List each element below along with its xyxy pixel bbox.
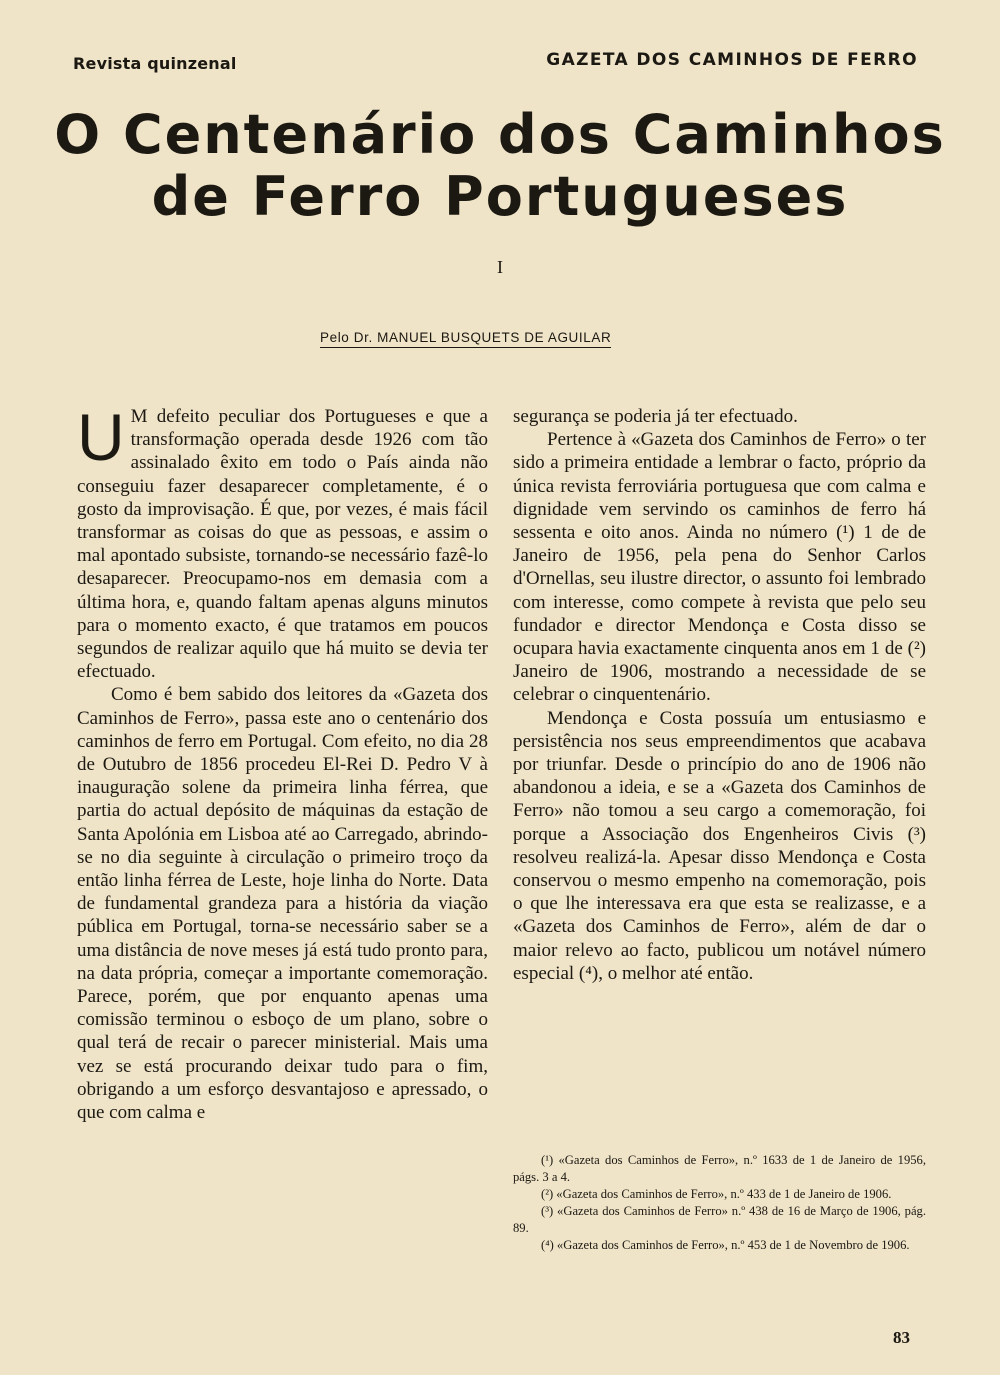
page-number: 83 — [893, 1328, 910, 1347]
footnotes — [513, 1152, 926, 1254]
footnote: (²) «Gazeta dos Caminhos de Ferro», n.º 433 de 1 de Janeiro de 1906. — [541, 1187, 892, 1201]
paragraph: segurança se poderia já ter efectuado. — [513, 406, 798, 427]
publication-title: GAZETA DOS CAMINHOS DE FERRO — [546, 50, 918, 70]
paragraph: Pertence à «Gazeta dos Caminhos de Ferro» o ter sido a primeira entidade a lembrar o facto, próprio da única revista ferroviária portuguesa que com calma e dignidade vem servindo os caminhos de ferro há sessenta e oito anos. Ainda no número (¹) 1 de de Janeiro de 1956, pela pena do Senhor Carlos d'Ornellas, seu ilustre director, o assunto foi lembrado com interesse, como compete à revista que pelo seu fundador e director Mendonça e Costa disso se ocupara havia exactamente cinquenta anos em 1 de (²) Janeiro de 1906, mostrando a necessidade de se celebrar o cinquentenário. — [513, 429, 926, 706]
drop-cap: U — [77, 400, 125, 474]
article-part-number: I — [497, 257, 503, 277]
paragraph — [77, 400, 488, 683]
footnote: (³) «Gazeta dos Caminhos de Ferro» n.º 438 de 16 de Março de 1906, pág. 89. — [513, 1204, 926, 1235]
left-column — [77, 400, 488, 1124]
paragraph: Mendonça e Costa possuía um entusiasmo e persistência nos seus empreendimentos que acabava por triunfar. Desde o princípio do ano de 1906 não abandonou a ideia, e se a «Gazeta dos Caminhos de Ferro» não tomou a seu cargo a comemoração, foi porque a Associação dos Engenheiros Civis (³) resolveu realizá-la. Apesar disso Mendonça e Costa conservou o mesmo empenho na comemoração, pois o que lhe interessava era que esta se realizasse, e a «Gazeta dos Caminhos de Ferro», além de dar o maior relevo ao facto, publicou um notável número especial (⁴), o melhor até então. — [513, 707, 926, 984]
footnote: (¹) «Gazeta dos Caminhos de Ferro», n.º 1633 de 1 de Janeiro de 1956, págs. 3 a 4. — [513, 1153, 926, 1184]
publication-frequency: Revista quinzenal — [73, 54, 237, 73]
footnote: (⁴) «Gazeta dos Caminhos de Ferro», n.º 453 de 1 de Novembro de 1906. — [541, 1238, 910, 1252]
paragraph-text: M defeito peculiar dos Portugueses e que a transformação operada desde 1926 com tão assinalado êxito em todo o País ainda não conseguiu fazer desaparecer completamente, é o gosto da improvisação. É que, por vezes, é mais fácil transformar as coisas do que as pessoas, e assim o mal apontado subsiste, tornando-se necessário fazê-lo desaparecer. Preocupamo-nos em demasia com a última hora, e, quando faltam apenas alguns minutos para o momento exacto, é que tratamos em poucos segundos de realizar aquilo que há muito se devia ter efectuado. — [77, 406, 488, 683]
article-byline: Pelo Dr. MANUEL BUSQUETS DE AGUILAR — [320, 330, 611, 348]
right-column — [513, 405, 926, 985]
paragraph: Como é bem sabido dos leitores da «Gazeta dos Caminhos de Ferro», passa este ano o centenário dos caminhos de ferro em Portugal. Com efeito, no dia 28 de Outubro de 1856 procedeu El-Rei D. Pedro V à inauguração solene da primeira linha férrea, que partia do actual depósito de máquinas da estação de Santa Apolónia em Lisboa até ao Carregado, abrindo-se no dia seguinte à circulação o primeiro troço da então linha férrea de Leste, hoje linha do Norte. Data de fundamental grandeza para a história da viação pública em Portugal, torna-se necessário saber se a uma distância de nove meses já está tudo pronto para, na data própria, começar a importante comemoração. Parece, porém, que por enquanto apenas uma comissão terminou o esboço de um plano, sobre o qual terá de recair o parecer ministerial. Mais uma vez se está procurando deixar tudo para o fim, obrigando a um esforço desvantajoso e apressado, o que com calma e — [77, 684, 488, 1124]
article-title: O Centenário dos Caminhos de Ferro Portugueses — [54, 103, 946, 228]
